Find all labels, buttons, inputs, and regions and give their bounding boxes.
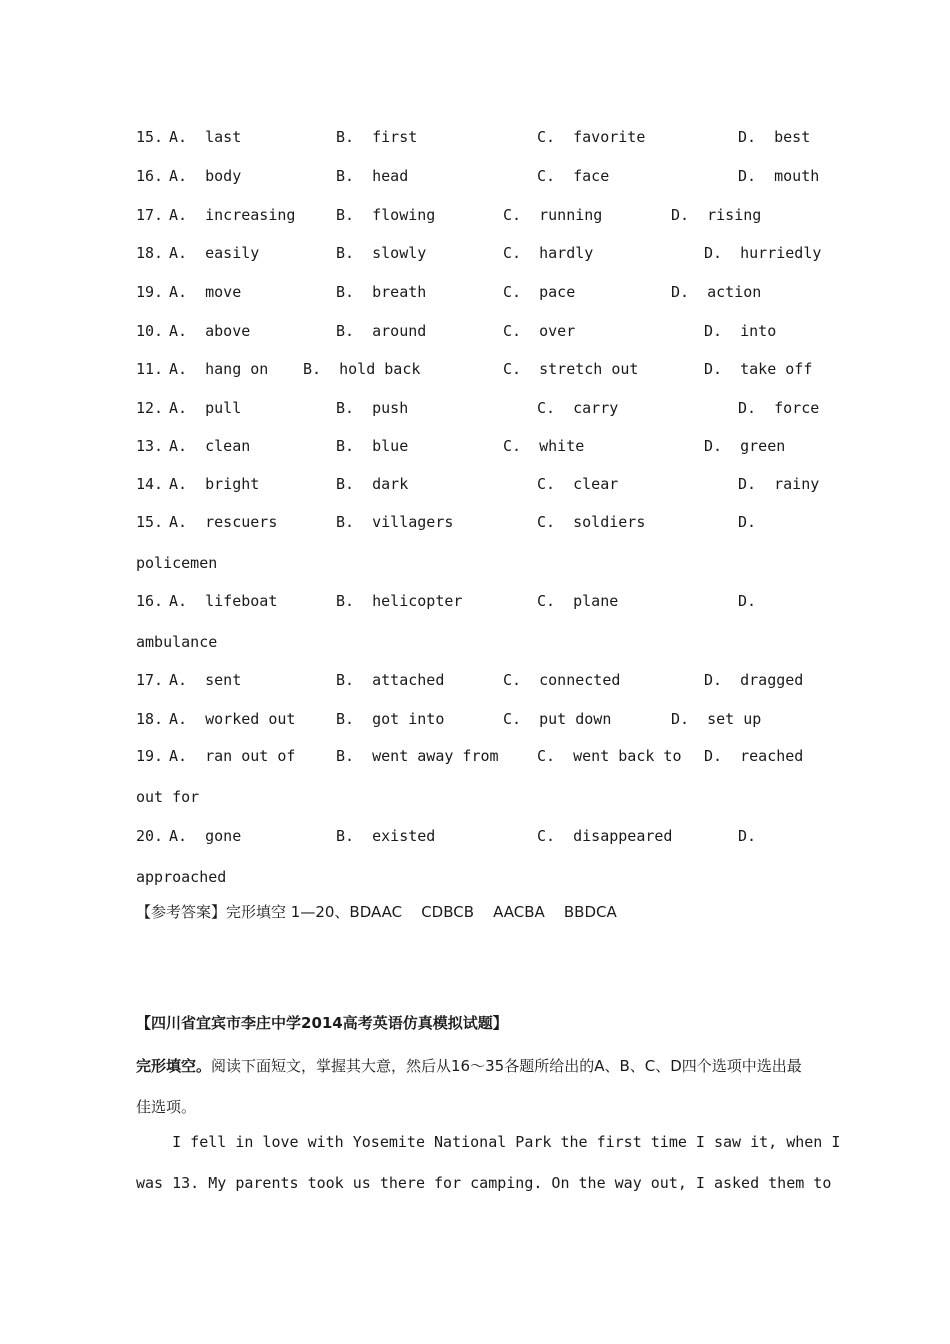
option-d-continuation: policemen xyxy=(136,554,218,572)
option-d-continuation: approached xyxy=(136,868,227,886)
option-c: C. hardly xyxy=(503,244,594,262)
question-number: 19. xyxy=(136,283,164,301)
option-c: C. white xyxy=(503,437,585,455)
option-b: B. attached xyxy=(336,671,445,689)
option-d: D. mouth xyxy=(738,167,820,185)
option-a: A. gone xyxy=(169,827,242,845)
answer-key: 【参考答案】完形填空 1—20、BDAAC CDBCB AACBA BBDCA xyxy=(136,903,617,921)
option-d: D. rainy xyxy=(738,475,820,493)
option-b: B. push xyxy=(336,399,409,417)
option-d: D. xyxy=(738,827,757,845)
question-number: 11. xyxy=(136,360,164,378)
option-b: B. breath xyxy=(336,283,427,301)
option-d: D. best xyxy=(738,128,811,146)
option-c: C. carry xyxy=(537,399,619,417)
option-c: C. stretch out xyxy=(503,360,639,378)
option-d: D. reached xyxy=(704,747,804,765)
instructions xyxy=(136,1046,816,1128)
option-c: C. favorite xyxy=(537,128,646,146)
option-d: D. xyxy=(738,513,757,531)
option-b: B. around xyxy=(336,322,427,340)
option-a: A. clean xyxy=(169,437,251,455)
option-c: C. running xyxy=(503,206,603,224)
option-d: D. set up xyxy=(671,710,762,728)
option-b: B. existed xyxy=(336,827,436,845)
option-b: B. villagers xyxy=(336,513,454,531)
option-a: A. above xyxy=(169,322,251,340)
option-a: A. increasing xyxy=(169,206,296,224)
option-d-continuation: ambulance xyxy=(136,633,218,651)
option-a: A. last xyxy=(169,128,242,146)
option-c: C. disappeared xyxy=(537,827,673,845)
option-d-continuation: out for xyxy=(136,788,200,806)
question-number: 20. xyxy=(136,827,164,845)
option-c: C. put down xyxy=(503,710,612,728)
option-b: B. first xyxy=(336,128,418,146)
option-d: D. into xyxy=(704,322,777,340)
option-d: D. action xyxy=(671,283,762,301)
question-number: 13. xyxy=(136,437,164,455)
option-b: B. head xyxy=(336,167,409,185)
option-a: A. move xyxy=(169,283,242,301)
option-c: C. clear xyxy=(537,475,619,493)
option-a: A. bright xyxy=(169,475,260,493)
question-number: 19. xyxy=(136,747,164,765)
option-b: B. hold back xyxy=(303,360,421,378)
option-a: A. lifeboat xyxy=(169,592,278,610)
option-a: A. body xyxy=(169,167,242,185)
option-d: D. green xyxy=(704,437,786,455)
option-c: C. face xyxy=(537,167,610,185)
option-d: D. dragged xyxy=(704,671,804,689)
option-a: A. ran out of xyxy=(169,747,296,765)
option-c: C. went back to xyxy=(537,747,682,765)
option-d: D. rising xyxy=(671,206,762,224)
question-number: 16. xyxy=(136,592,164,610)
question-number: 12. xyxy=(136,399,164,417)
question-number: 18. xyxy=(136,710,164,728)
question-number: 17. xyxy=(136,671,164,689)
option-b: B. helicopter xyxy=(336,592,463,610)
option-a: A. sent xyxy=(169,671,242,689)
question-number: 14. xyxy=(136,475,164,493)
option-b: B. blue xyxy=(336,437,409,455)
passage xyxy=(136,1122,841,1204)
option-d: D. force xyxy=(738,399,820,417)
option-c: C. soldiers xyxy=(537,513,646,531)
option-a: A. rescuers xyxy=(169,513,278,531)
option-a: A. hang on xyxy=(169,360,269,378)
option-d: D. take off xyxy=(704,360,813,378)
option-c: C. connected xyxy=(503,671,621,689)
section-title: 【四川省宜宾市李庄中学2014高考英语仿真模拟试题】 xyxy=(136,1014,508,1032)
option-b: B. dark xyxy=(336,475,409,493)
question-number: 16. xyxy=(136,167,164,185)
option-b: B. went away from xyxy=(336,747,499,765)
option-d: D. xyxy=(738,592,757,610)
option-c: C. pace xyxy=(503,283,576,301)
instruction-text: 阅读下面短文，掌握其大意，然后从16～35各题所给出的A、B、C、D四个选项中选出最佳选项。 xyxy=(136,1057,802,1116)
option-a: A. pull xyxy=(169,399,242,417)
option-a: A. easily xyxy=(169,244,260,262)
question-number: 15. xyxy=(136,128,164,146)
option-a: A. worked out xyxy=(169,710,296,728)
question-number: 17. xyxy=(136,206,164,224)
option-d: D. hurriedly xyxy=(704,244,822,262)
option-c: C. plane xyxy=(537,592,619,610)
option-b: B. slowly xyxy=(336,244,427,262)
option-b: B. got into xyxy=(336,710,445,728)
passage-line: I fell in love with Yosemite National Park the first time I saw it, when I xyxy=(136,1133,841,1151)
instruction-heading: 完形填空。 xyxy=(136,1057,212,1075)
option-c: C. over xyxy=(503,322,576,340)
passage-line: was 13. My parents took us there for camping. On the way out, I asked them to xyxy=(136,1174,832,1192)
option-b: B. flowing xyxy=(336,206,436,224)
question-number: 15. xyxy=(136,513,164,531)
question-number: 10. xyxy=(136,322,164,340)
question-number: 18. xyxy=(136,244,164,262)
